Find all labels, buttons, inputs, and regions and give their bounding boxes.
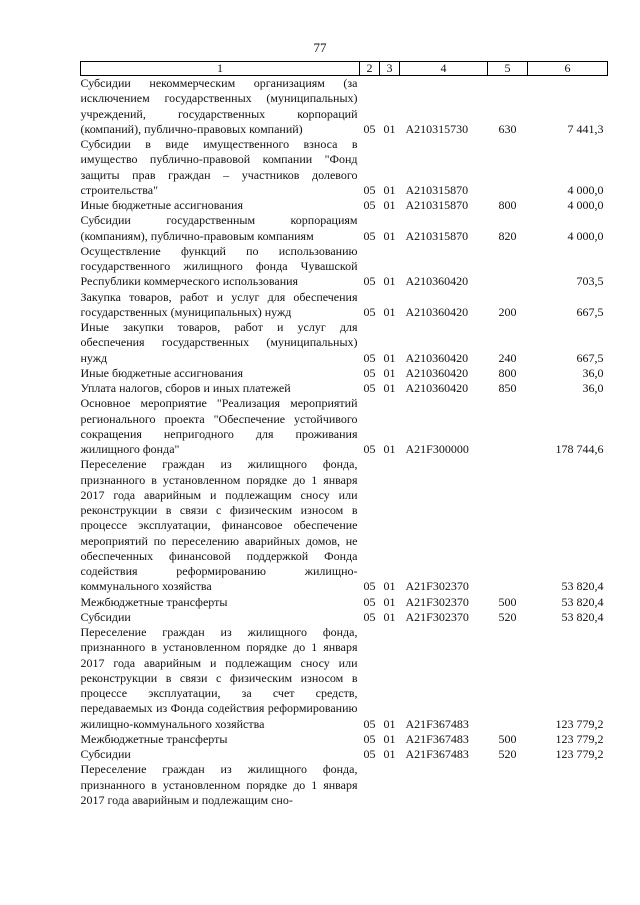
row-amount: 53 820,4 bbox=[561, 594, 604, 609]
header-col-6: 6 bbox=[528, 62, 608, 76]
row-amount: 123 779,2 bbox=[555, 716, 604, 731]
row-target-code: А210315870 bbox=[405, 198, 469, 212]
row-name: Осуществление функций по использованию государственного жилищного фонда Чувашской Республики коммерческого использования bbox=[80, 243, 358, 289]
row-name: Субсидии некоммерческим организациям (за исключением государственных (муниципальных) учреждений, государственных корпораций (компаний), публично-правовых компаний) bbox=[80, 76, 358, 136]
row-section: 05 bbox=[363, 304, 376, 319]
row-target-code: А21F367483 bbox=[405, 731, 469, 746]
row-target-code: А21F367483 bbox=[405, 716, 469, 731]
row-section bbox=[360, 762, 380, 808]
row-subsection: 01 bbox=[383, 442, 396, 456]
header-col-1: 1 bbox=[81, 62, 360, 76]
row-expense-type bbox=[488, 762, 528, 808]
row-expense-type: 850 bbox=[498, 381, 517, 395]
row-name: Закупка товаров, работ и услуг для обеспечения государственных (муниципальных) нужд bbox=[80, 289, 358, 319]
row-amount bbox=[528, 762, 608, 808]
table-body bbox=[81, 76, 608, 809]
row-target-code: А21F367483 bbox=[405, 747, 469, 761]
table-row bbox=[81, 762, 608, 808]
row-section: 05 bbox=[363, 350, 376, 365]
row-subsection: 01 bbox=[383, 747, 396, 761]
row-target-code: А21F302370 bbox=[405, 594, 469, 609]
row-target-code: А210360420 bbox=[405, 365, 469, 380]
row-expense-type bbox=[488, 137, 528, 198]
table-row bbox=[81, 595, 608, 610]
row-name: Субсидии государственным корпорациям (компаниям), публично-правовым компаниям bbox=[80, 213, 358, 243]
table-row bbox=[81, 610, 608, 625]
row-subsection: 01 bbox=[383, 609, 396, 624]
row-subsection: 01 bbox=[383, 182, 396, 197]
row-amount: 178 744,6 bbox=[555, 442, 604, 456]
row-section: 05 bbox=[363, 579, 376, 594]
row-section: 05 bbox=[363, 731, 376, 746]
row-expense-type bbox=[488, 457, 528, 594]
row-name: Межбюджетные трансферты bbox=[80, 731, 228, 746]
table-row bbox=[81, 244, 608, 290]
row-name: Межбюджетные трансферты bbox=[80, 594, 228, 609]
budget-table bbox=[80, 61, 608, 808]
table-header-row bbox=[81, 62, 608, 76]
table-row bbox=[81, 366, 608, 381]
row-name: Субсидии bbox=[80, 747, 131, 761]
row-amount: 4 000,0 bbox=[567, 198, 604, 212]
row-subsection: 01 bbox=[383, 228, 396, 243]
table-row bbox=[81, 732, 608, 747]
table-row bbox=[81, 137, 608, 198]
row-expense-type bbox=[488, 396, 528, 457]
row-name: Переселение граждан из жилищного фонда, признанного в установленном порядке до 1 января 2017 года аварийным и подлежащим сносу или реконструкции в связи с физическим износом в процессе эксплуатации, финансовое обеспечение мероприятий по переселению аварийных домов, не обеспеченных финансовой поддержкой Фонда содействия реформированию жилищно-коммунального хозяйства bbox=[80, 457, 358, 594]
row-amount: 36,0 bbox=[582, 381, 604, 395]
row-expense-type: 240 bbox=[498, 350, 517, 365]
row-expense-type bbox=[488, 244, 528, 290]
row-amount: 53 820,4 bbox=[561, 609, 604, 624]
table-row bbox=[81, 213, 608, 244]
row-section: 05 bbox=[363, 594, 376, 609]
row-target-code: А210315870 bbox=[405, 182, 469, 197]
row-subsection: 01 bbox=[383, 198, 396, 212]
row-subsection: 01 bbox=[383, 121, 396, 136]
row-target-code: А210360420 bbox=[405, 350, 469, 365]
row-amount: 36,0 bbox=[582, 365, 604, 380]
row-target-code bbox=[400, 762, 488, 808]
row-subsection: 01 bbox=[383, 594, 396, 609]
header-col-5: 5 bbox=[488, 62, 528, 76]
row-expense-type: 630 bbox=[498, 121, 517, 136]
row-section: 05 bbox=[363, 182, 376, 197]
table-row bbox=[81, 290, 608, 321]
row-amount: 4 000,0 bbox=[567, 182, 604, 197]
row-target-code: А210360420 bbox=[405, 304, 469, 319]
row-name: Иные бюджетные ассигнования bbox=[80, 198, 243, 212]
row-name: Субсидии в виде имущественного взноса в имущество публично-правовой компании "Фонд защиты прав граждан – участников долевого строительства" bbox=[80, 137, 358, 197]
row-subsection: 01 bbox=[383, 274, 396, 289]
page-number: 77 bbox=[313, 40, 327, 55]
row-expense-type: 500 bbox=[498, 594, 517, 609]
row-section: 05 bbox=[363, 121, 376, 136]
row-expense-type: 800 bbox=[498, 365, 517, 380]
row-amount: 7 441,3 bbox=[567, 121, 604, 136]
row-name: Уплата налогов, сборов и иных платежей bbox=[80, 381, 291, 395]
row-subsection: 01 bbox=[383, 731, 396, 746]
table-row bbox=[81, 625, 608, 732]
row-name: Иные закупки товаров, работ и услуг для обеспечения государственных (муниципальных) нужд bbox=[80, 320, 358, 365]
row-target-code: А210360420 bbox=[405, 381, 469, 395]
row-expense-type bbox=[488, 625, 528, 732]
table-row bbox=[81, 747, 608, 762]
table-row bbox=[81, 396, 608, 457]
row-section: 05 bbox=[363, 365, 376, 380]
row-section: 05 bbox=[363, 228, 376, 243]
row-target-code: А21F302370 bbox=[405, 609, 469, 624]
row-section: 05 bbox=[363, 609, 376, 624]
row-subsection: 01 bbox=[383, 579, 396, 594]
row-target-code: А21F300000 bbox=[405, 442, 469, 456]
table-row bbox=[81, 198, 608, 213]
table-row bbox=[81, 76, 608, 138]
row-amount: 123 779,2 bbox=[555, 747, 604, 761]
row-subsection: 01 bbox=[383, 381, 396, 395]
row-expense-type: 520 bbox=[498, 609, 517, 624]
row-amount: 667,5 bbox=[576, 304, 604, 319]
row-section: 05 bbox=[363, 442, 376, 456]
row-expense-type: 820 bbox=[498, 228, 517, 243]
row-section: 05 bbox=[363, 198, 376, 212]
row-subsection: 01 bbox=[383, 350, 396, 365]
table-row bbox=[81, 381, 608, 396]
table-row bbox=[81, 457, 608, 594]
row-section: 05 bbox=[363, 747, 376, 761]
row-name: Переселение граждан из жилищного фонда, признанного в установленном порядке до 1 января 2017 года аварийным и подлежащим сносу или реконструкции в связи с физическим износом в процессе эксплуатации, за счет средств, передаваемых из Фонда содействия реформированию жилищно-коммунального хозяйства bbox=[80, 625, 358, 731]
header-col-2: 2 bbox=[360, 62, 380, 76]
row-section: 05 bbox=[363, 274, 376, 289]
row-section: 05 bbox=[363, 716, 376, 731]
header-col-4: 4 bbox=[400, 62, 488, 76]
row-amount: 667,5 bbox=[576, 350, 604, 365]
row-expense-type: 200 bbox=[498, 304, 517, 319]
row-amount: 4 000,0 bbox=[567, 228, 604, 243]
row-target-code: А210360420 bbox=[405, 274, 469, 289]
row-subsection: 01 bbox=[383, 304, 396, 319]
row-target-code: А21F302370 bbox=[405, 579, 469, 594]
row-subsection: 01 bbox=[383, 365, 396, 380]
row-amount: 53 820,4 bbox=[561, 579, 604, 594]
row-subsection: 01 bbox=[383, 716, 396, 731]
row-expense-type: 500 bbox=[498, 731, 517, 746]
row-name: Субсидии bbox=[80, 609, 131, 624]
row-amount: 703,5 bbox=[576, 274, 604, 289]
row-amount: 123 779,2 bbox=[555, 731, 604, 746]
header-col-3: 3 bbox=[380, 62, 400, 76]
row-name: Основное мероприятие "Реализация мероприятий регионального проекта "Обеспечение устойчивого сокращения непригодного для проживания жилищного фонда" bbox=[80, 396, 358, 456]
row-section: 05 bbox=[363, 381, 376, 395]
table-row bbox=[81, 320, 608, 366]
row-name: Переселение граждан из жилищного фонда, признанного в установленном порядке до 1 января 2017 года аварийным и подлежащим сно- bbox=[80, 762, 358, 807]
row-target-code: А210315870 bbox=[405, 228, 469, 243]
row-target-code: А210315730 bbox=[405, 121, 469, 136]
row-name: Иные бюджетные ассигнования bbox=[80, 365, 243, 380]
row-expense-type: 520 bbox=[498, 747, 517, 761]
row-subsection bbox=[380, 762, 400, 808]
row-expense-type: 800 bbox=[498, 198, 517, 212]
